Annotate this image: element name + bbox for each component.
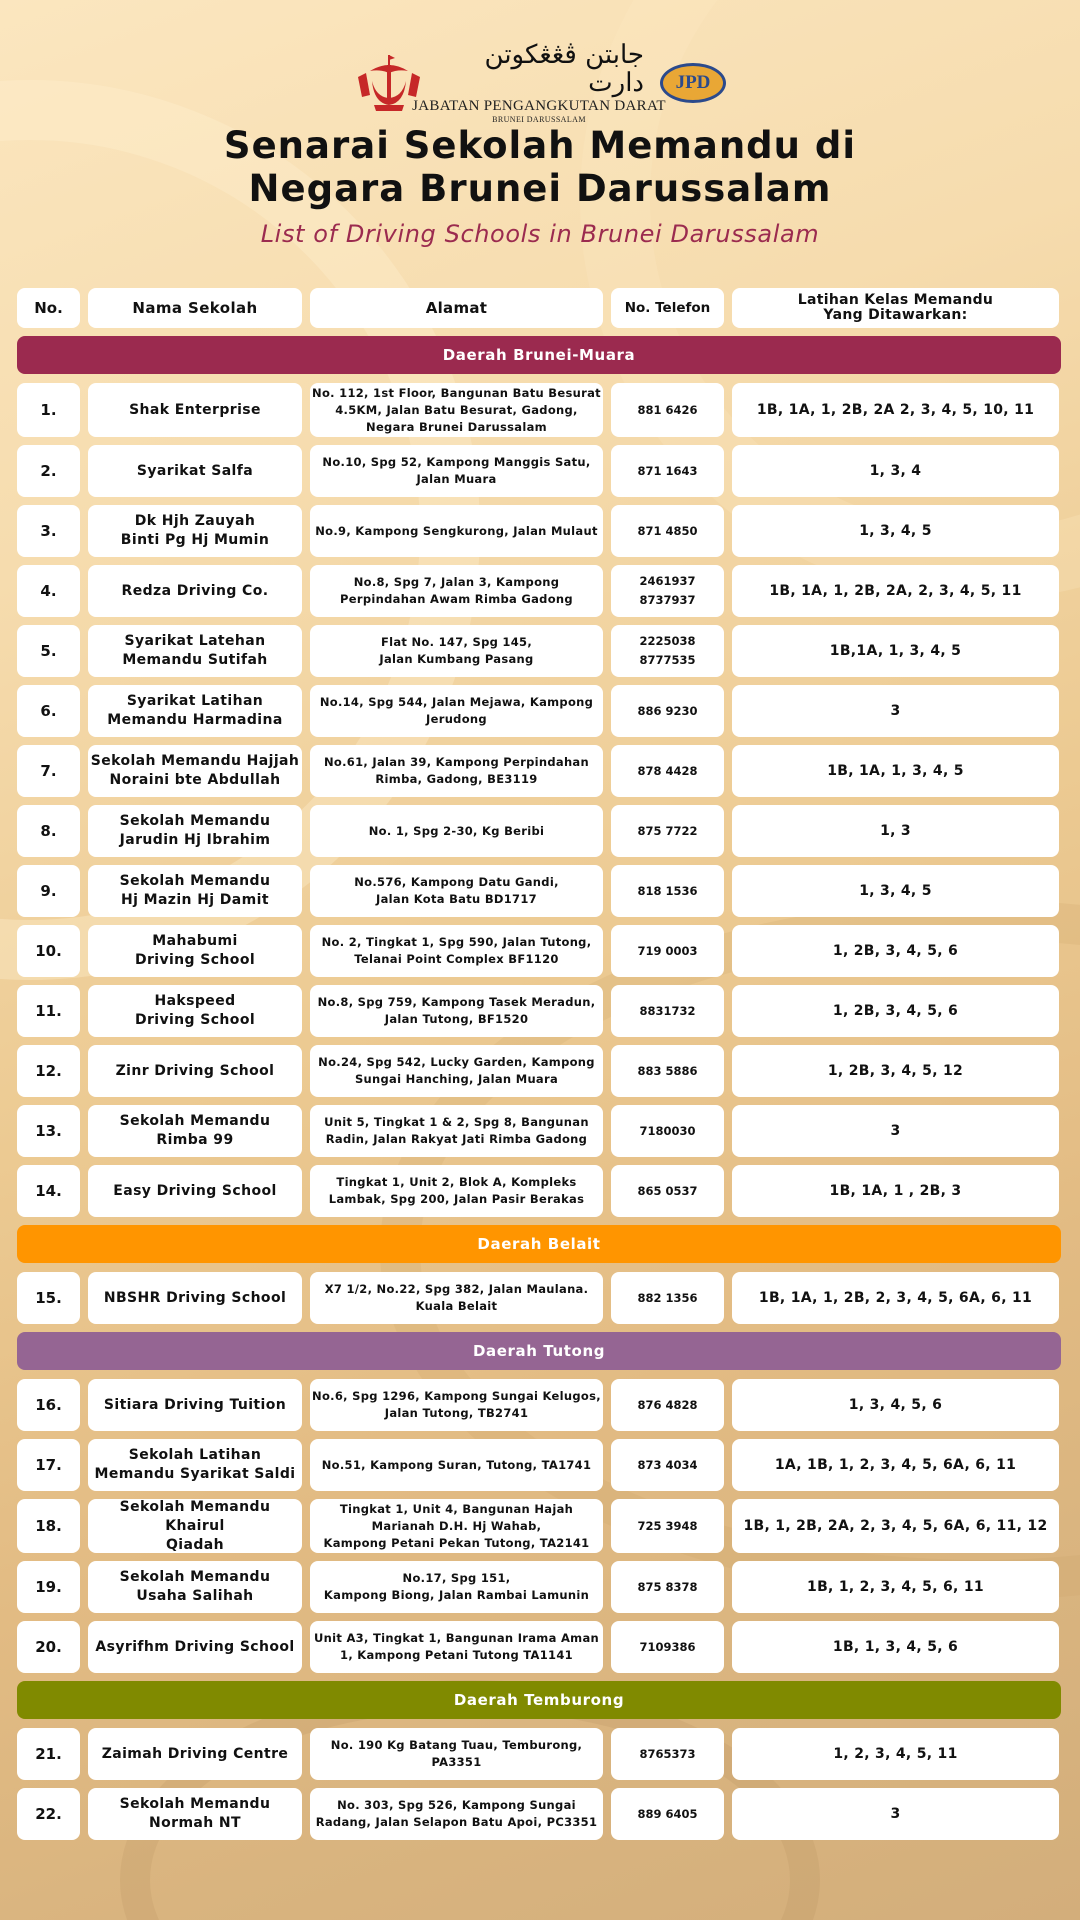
school-phone: 871 4850 — [611, 505, 724, 557]
school-name: Hakspeed Driving School — [88, 985, 302, 1037]
school-phone: 7109386 — [611, 1621, 724, 1673]
school-name: Sekolah Memandu Normah NT — [88, 1788, 302, 1840]
row-number: 11. — [17, 985, 80, 1037]
school-phone: 8765373 — [611, 1728, 724, 1780]
row-number: 12. — [17, 1045, 80, 1097]
header — [0, 40, 1080, 124]
row-number: 18. — [17, 1499, 80, 1553]
school-address: Unit 5, Tingkat 1 & 2, Spg 8, Bangunan Radin, Jalan Rakyat Jati Rimba Gadong — [310, 1105, 603, 1157]
school-name: Sekolah Memandu Usaha Salihah — [88, 1561, 302, 1613]
school-name: Sekolah Memandu Rimba 99 — [88, 1105, 302, 1157]
school-classes: 1B, 1A, 1, 2B, 2A, 2, 3, 4, 5, 11 — [732, 565, 1059, 617]
agency-name-jawi: جابتن ڤڠڠكوتن دارت — [484, 40, 644, 98]
school-name: NBSHR Driving School — [88, 1272, 302, 1324]
table-row — [17, 985, 1061, 1037]
school-name: Shak Enterprise — [88, 383, 302, 437]
table-row — [17, 925, 1061, 977]
school-address: No.61, Jalan 39, Kampong Perpindahan Rimba, Gadong, BE3119 — [310, 745, 603, 797]
school-name: Zaimah Driving Centre — [88, 1728, 302, 1780]
school-address: No.8, Spg 7, Jalan 3, Kampong Perpindahan Awam Rimba Gadong — [310, 565, 603, 617]
school-name: Sekolah Latihan Memandu Syarikat Saldi — [88, 1439, 302, 1491]
school-phone: 725 3948 — [611, 1499, 724, 1553]
school-classes: 1B, 1A, 1, 2B, 2, 3, 4, 5, 6A, 6, 11 — [732, 1272, 1059, 1324]
table-row — [17, 745, 1061, 797]
school-classes: 1B, 1A, 1 , 2B, 3 — [732, 1165, 1059, 1217]
brunei-crest-icon — [354, 51, 424, 115]
school-classes: 1B, 1, 2B, 2A, 2, 3, 4, 5, 6A, 6, 11, 12 — [732, 1499, 1059, 1553]
row-number: 8. — [17, 805, 80, 857]
school-address: No.576, Kampong Datu Gandi, Jalan Kota Batu BD1717 — [310, 865, 603, 917]
school-classes: 1, 2B, 3, 4, 5, 12 — [732, 1045, 1059, 1097]
school-name: Easy Driving School — [88, 1165, 302, 1217]
table-row — [17, 1272, 1061, 1324]
table-row — [17, 1788, 1061, 1840]
school-classes: 1, 3, 4, 5 — [732, 865, 1059, 917]
table-row — [17, 1499, 1061, 1553]
table-row — [17, 383, 1061, 437]
row-number: 14. — [17, 1165, 80, 1217]
school-address: No.17, Spg 151, Kampong Biong, Jalan Rambai Lamunin — [310, 1561, 603, 1613]
school-phone: 2225038 8777535 — [611, 625, 724, 677]
school-address: No.8, Spg 759, Kampong Tasek Meradun, Jalan Tutong, BF1520 — [310, 985, 603, 1037]
table-row — [17, 1045, 1061, 1097]
school-name: Sekolah Memandu Jarudin Hj Ibrahim — [88, 805, 302, 857]
row-number: 15. — [17, 1272, 80, 1324]
table-row — [17, 1621, 1061, 1673]
district-header: Daerah Temburong — [17, 1681, 1061, 1719]
table-row — [17, 805, 1061, 857]
school-classes: 1B, 1A, 1, 2B, 2A 2, 3, 4, 5, 10, 11 — [732, 383, 1059, 437]
school-phone: 889 6405 — [611, 1788, 724, 1840]
school-address: No. 2, Tingkat 1, Spg 590, Jalan Tutong, Telanai Point Complex BF1120 — [310, 925, 603, 977]
school-phone: 882 1356 — [611, 1272, 724, 1324]
school-address: Tingkat 1, Unit 4, Bangunan Hajah Marianah D.H. Hj Wahab, Kampong Petani Pekan Tutong, TA2141 — [310, 1499, 603, 1553]
column-header-no: No. — [17, 288, 80, 328]
agency-country: BRUNEI DARUSSALAM — [492, 115, 586, 124]
district-header: Daerah Tutong — [17, 1332, 1061, 1370]
row-number: 3. — [17, 505, 80, 557]
school-phone: 7180030 — [611, 1105, 724, 1157]
row-number: 16. — [17, 1379, 80, 1431]
table-row — [17, 1728, 1061, 1780]
school-address: Tingkat 1, Unit 2, Blok A, Kompleks Lambak, Spg 200, Jalan Pasir Berakas — [310, 1165, 603, 1217]
table-row — [17, 445, 1061, 497]
row-number: 4. — [17, 565, 80, 617]
school-address: No. 112, 1st Floor, Bangunan Batu Besurat 4.5KM, Jalan Batu Besurat, Gadong, Negara Brunei Darussalam — [310, 383, 603, 437]
row-number: 22. — [17, 1788, 80, 1840]
row-number: 5. — [17, 625, 80, 677]
row-number: 17. — [17, 1439, 80, 1491]
school-classes: 1B, 1, 3, 4, 5, 6 — [732, 1621, 1059, 1673]
table-row — [17, 1439, 1061, 1491]
column-header-name: Nama Sekolah — [88, 288, 302, 328]
school-address: X7 1/2, No.22, Spg 382, Jalan Maulana. Kuala Belait — [310, 1272, 603, 1324]
school-name: Syarikat Latihan Memandu Harmadina — [88, 685, 302, 737]
school-classes: 1, 3 — [732, 805, 1059, 857]
column-header-classes: Latihan Kelas Memandu Yang Ditawarkan: — [732, 288, 1059, 328]
table-row — [17, 865, 1061, 917]
school-classes: 1, 2, 3, 4, 5, 11 — [732, 1728, 1059, 1780]
row-number: 21. — [17, 1728, 80, 1780]
school-phone: 883 5886 — [611, 1045, 724, 1097]
school-classes: 1, 2B, 3, 4, 5, 6 — [732, 985, 1059, 1037]
district-header: Daerah Belait — [17, 1225, 1061, 1263]
school-phone: 875 8378 — [611, 1561, 724, 1613]
table-row — [17, 685, 1061, 737]
row-number: 6. — [17, 685, 80, 737]
school-classes: 1B, 1, 2, 3, 4, 5, 6, 11 — [732, 1561, 1059, 1613]
row-number: 9. — [17, 865, 80, 917]
school-name: Asyrifhm Driving School — [88, 1621, 302, 1673]
page-title: Senarai Sekolah Memandu di Negara Brunei Darussalam — [223, 124, 857, 210]
school-classes: 3 — [732, 685, 1059, 737]
school-classes: 1, 3, 4, 5, 6 — [732, 1379, 1059, 1431]
school-phone: 878 4428 — [611, 745, 724, 797]
row-number: 7. — [17, 745, 80, 797]
table-row — [17, 1379, 1061, 1431]
school-phone: 871 1643 — [611, 445, 724, 497]
row-number: 20. — [17, 1621, 80, 1673]
school-address: No.10, Spg 52, Kampong Manggis Satu, Jalan Muara — [310, 445, 603, 497]
agency-name: JABATAN PENGANGKUTAN DARAT — [412, 98, 666, 114]
school-name: Zinr Driving School — [88, 1045, 302, 1097]
school-classes: 1B, 1A, 1, 3, 4, 5 — [732, 745, 1059, 797]
page-subtitle: List of Driving Schools in Brunei Darussalam — [260, 220, 820, 248]
school-address: Flat No. 147, Spg 145, Jalan Kumbang Pasang — [310, 625, 603, 677]
school-name: Sekolah Memandu Hj Mazin Hj Damit — [88, 865, 302, 917]
school-classes: 1A, 1B, 1, 2, 3, 4, 5, 6A, 6, 11 — [732, 1439, 1059, 1491]
school-name: Mahabumi Driving School — [88, 925, 302, 977]
school-phone: 881 6426 — [611, 383, 724, 437]
school-phone: 876 4828 — [611, 1379, 724, 1431]
school-address: No.14, Spg 544, Jalan Mejawa, Kampong Jerudong — [310, 685, 603, 737]
column-header-phone: No. Telefon — [611, 288, 724, 328]
table-row — [17, 565, 1061, 617]
school-name: Syarikat Latehan Memandu Sutifah — [88, 625, 302, 677]
school-classes: 1, 3, 4, 5 — [732, 505, 1059, 557]
school-classes: 1, 2B, 3, 4, 5, 6 — [732, 925, 1059, 977]
school-address: Unit A3, Tingkat 1, Bangunan Irama Aman 1, Kampong Petani Tutong TA1141 — [310, 1621, 603, 1673]
school-phone: 818 1536 — [611, 865, 724, 917]
school-phone: 8831732 — [611, 985, 724, 1037]
school-address: No. 1, Spg 2-30, Kg Beribi — [310, 805, 603, 857]
school-address: No. 190 Kg Batang Tuau, Temburong, PA3351 — [310, 1728, 603, 1780]
school-name: Sekolah Memandu Khairul Qiadah — [88, 1499, 302, 1553]
agency-logo — [412, 40, 666, 125]
column-header-address: Alamat — [310, 288, 603, 328]
table-row — [17, 625, 1061, 677]
school-address: No.24, Spg 542, Lucky Garden, Kampong Sungai Hanching, Jalan Muara — [310, 1045, 603, 1097]
school-address: No.51, Kampong Suran, Tutong, TA1741 — [310, 1439, 603, 1491]
school-phone: 719 0003 — [611, 925, 724, 977]
school-phone: 875 7722 — [611, 805, 724, 857]
row-number: 1. — [17, 383, 80, 437]
school-classes: 1B,1A, 1, 3, 4, 5 — [732, 625, 1059, 677]
school-phone: 873 4034 — [611, 1439, 724, 1491]
school-name: Sekolah Memandu Hajjah Noraini bte Abdullah — [88, 745, 302, 797]
jpd-logo-icon: JPD — [660, 63, 726, 103]
school-classes: 3 — [732, 1788, 1059, 1840]
school-address: No. 303, Spg 526, Kampong Sungai Radang, Jalan Selapon Batu Apoi, PC3351 — [310, 1788, 603, 1840]
driving-schools-table — [17, 288, 1061, 1848]
school-name: Syarikat Salfa — [88, 445, 302, 497]
table-row — [17, 1561, 1061, 1613]
school-phone: 865 0537 — [611, 1165, 724, 1217]
districts-container — [17, 336, 1061, 1840]
school-classes: 3 — [732, 1105, 1059, 1157]
school-name: Dk Hjh Zauyah Binti Pg Hj Mumin — [88, 505, 302, 557]
school-phone: 886 9230 — [611, 685, 724, 737]
table-row — [17, 1105, 1061, 1157]
row-number: 19. — [17, 1561, 80, 1613]
school-name: Sitiara Driving Tuition — [88, 1379, 302, 1431]
school-phone: 2461937 8737937 — [611, 565, 724, 617]
row-number: 13. — [17, 1105, 80, 1157]
district-header: Daerah Brunei-Muara — [17, 336, 1061, 374]
school-address: No.6, Spg 1296, Kampong Sungai Kelugos, Jalan Tutong, TB2741 — [310, 1379, 603, 1431]
school-address: No.9, Kampong Sengkurong, Jalan Mulaut — [310, 505, 603, 557]
table-header-row — [17, 288, 1061, 328]
table-row — [17, 1165, 1061, 1217]
school-name: Redza Driving Co. — [88, 565, 302, 617]
row-number: 10. — [17, 925, 80, 977]
row-number: 2. — [17, 445, 80, 497]
school-classes: 1, 3, 4 — [732, 445, 1059, 497]
table-row — [17, 505, 1061, 557]
